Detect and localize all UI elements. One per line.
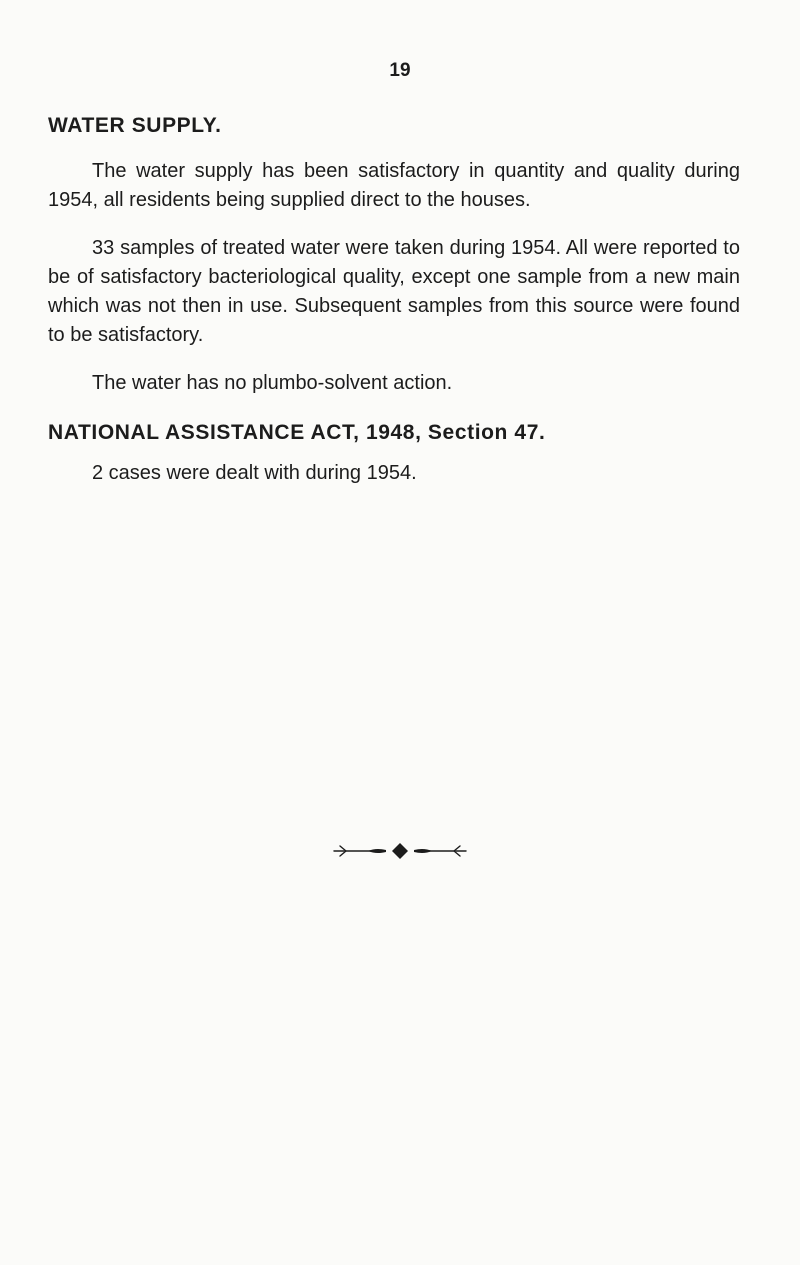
section-heading-national-assistance-act: NATIONAL ASSISTANCE ACT, 1948, Section 47. [48, 421, 546, 444]
section-water-supply [48, 110, 740, 398]
section-end-ornament [0, 840, 800, 862]
paragraph-water-samples: 33 samples of treated water were taken during 1954. All were reported to be of satisfactory bacteriological quality, except one sample from a new main which was not then in use. Subsequent samples from this source were found to be satisfactory. [48, 237, 740, 346]
section-national-assistance-act [48, 417, 740, 488]
paragraph-cases-dealt: 2 cases were dealt with during 1954. [92, 462, 417, 484]
page-content [48, 110, 740, 507]
paragraph-plumbo-solvent: The water has no plumbo-solvent action. [92, 372, 453, 394]
section-end-ornament-icon [330, 840, 470, 862]
section-heading-water-supply: WATER SUPPLY. [48, 114, 222, 137]
page-number: 19 [389, 60, 411, 81]
paragraph-water-supply-quality: The water supply has been satisfactory in quantity and quality during 1954, all residents being supplied direct to the houses. [48, 160, 740, 211]
